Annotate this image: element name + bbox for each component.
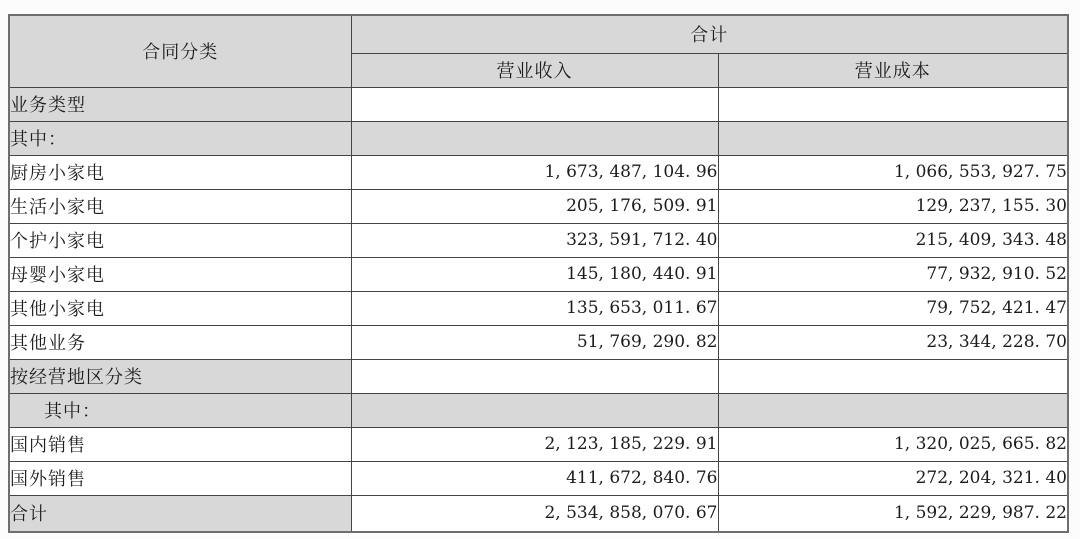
table-row-overseas-sales bbox=[9, 461, 1068, 495]
header-total-group: 合计 bbox=[351, 15, 1068, 53]
cost-cell: 1, 066, 553, 927. 75 bbox=[718, 155, 1068, 189]
cost-cell: 79, 752, 421. 47 bbox=[718, 291, 1068, 325]
revenue-cell: 145, 180, 440. 91 bbox=[351, 257, 718, 291]
cost-cell bbox=[718, 393, 1068, 427]
cost-cell: 1, 592, 229, 987. 22 bbox=[718, 495, 1068, 532]
revenue-cell: 323, 591, 712. 40 bbox=[351, 223, 718, 257]
row-label-cell: 母婴小家电 bbox=[9, 257, 351, 291]
table-row-including-1 bbox=[9, 121, 1068, 155]
row-label-cell: 生活小家电 bbox=[9, 189, 351, 223]
revenue-cell: 205, 176, 509. 91 bbox=[351, 189, 718, 223]
cost-cell: 77, 932, 910. 52 bbox=[718, 257, 1068, 291]
cost-cell: 215, 409, 343. 48 bbox=[718, 223, 1068, 257]
row-label-cell: 其他小家电 bbox=[9, 291, 351, 325]
cost-cell: 129, 237, 155. 30 bbox=[718, 189, 1068, 223]
cost-cell: 272, 204, 321. 40 bbox=[718, 461, 1068, 495]
row-label-cell: 国外销售 bbox=[9, 461, 351, 495]
revenue-cell: 51, 769, 290. 82 bbox=[351, 325, 718, 359]
row-label-cell: 其中： bbox=[9, 121, 351, 155]
row-label-cell: 厨房小家电 bbox=[9, 155, 351, 189]
revenue-cell: 135, 653, 011. 67 bbox=[351, 291, 718, 325]
cost-cell bbox=[718, 359, 1068, 393]
revenue-cell bbox=[351, 87, 718, 121]
revenue-cell: 2, 123, 185, 229. 91 bbox=[351, 427, 718, 461]
revenue-cell: 2, 534, 858, 070. 67 bbox=[351, 495, 718, 532]
table-row-grand-total bbox=[9, 495, 1068, 532]
table-row-other-business bbox=[9, 325, 1068, 359]
row-label-cell: 个护小家电 bbox=[9, 223, 351, 257]
cost-cell bbox=[718, 121, 1068, 155]
table-row-business-type bbox=[9, 87, 1068, 121]
header-contract-category: 合同分类 bbox=[9, 15, 351, 87]
revenue-cell: 411, 672, 840. 76 bbox=[351, 461, 718, 495]
revenue-cell: 1, 673, 487, 104. 96 bbox=[351, 155, 718, 189]
cost-cell: 23, 344, 228. 70 bbox=[718, 325, 1068, 359]
header-row-top bbox=[9, 15, 1068, 53]
table-row-living-appliances bbox=[9, 189, 1068, 223]
header-operating-revenue: 营业收入 bbox=[351, 53, 718, 87]
row-label-cell: 国内销售 bbox=[9, 427, 351, 461]
table-row-other-appliances bbox=[9, 291, 1068, 325]
row-label-cell: 按经营地区分类 bbox=[9, 359, 351, 393]
table-row-by-region bbox=[9, 359, 1068, 393]
header-operating-cost: 营业成本 bbox=[718, 53, 1068, 87]
row-label-cell: 其中： bbox=[9, 393, 351, 427]
revenue-cell bbox=[351, 393, 718, 427]
table-row-kitchen-appliances bbox=[9, 155, 1068, 189]
cost-cell bbox=[718, 87, 1068, 121]
table-row-including-2 bbox=[9, 393, 1068, 427]
table-row-personal-care-appliances bbox=[9, 223, 1068, 257]
table-row-domestic-sales bbox=[9, 427, 1068, 461]
revenue-cell bbox=[351, 121, 718, 155]
row-label-cell: 其他业务 bbox=[9, 325, 351, 359]
revenue-cost-table bbox=[8, 14, 1069, 533]
row-label-cell: 业务类型 bbox=[9, 87, 351, 121]
row-label-cell: 合计 bbox=[9, 495, 351, 532]
table-row-mother-baby-appliances bbox=[9, 257, 1068, 291]
revenue-cell bbox=[351, 359, 718, 393]
cost-cell: 1, 320, 025, 665. 82 bbox=[718, 427, 1068, 461]
